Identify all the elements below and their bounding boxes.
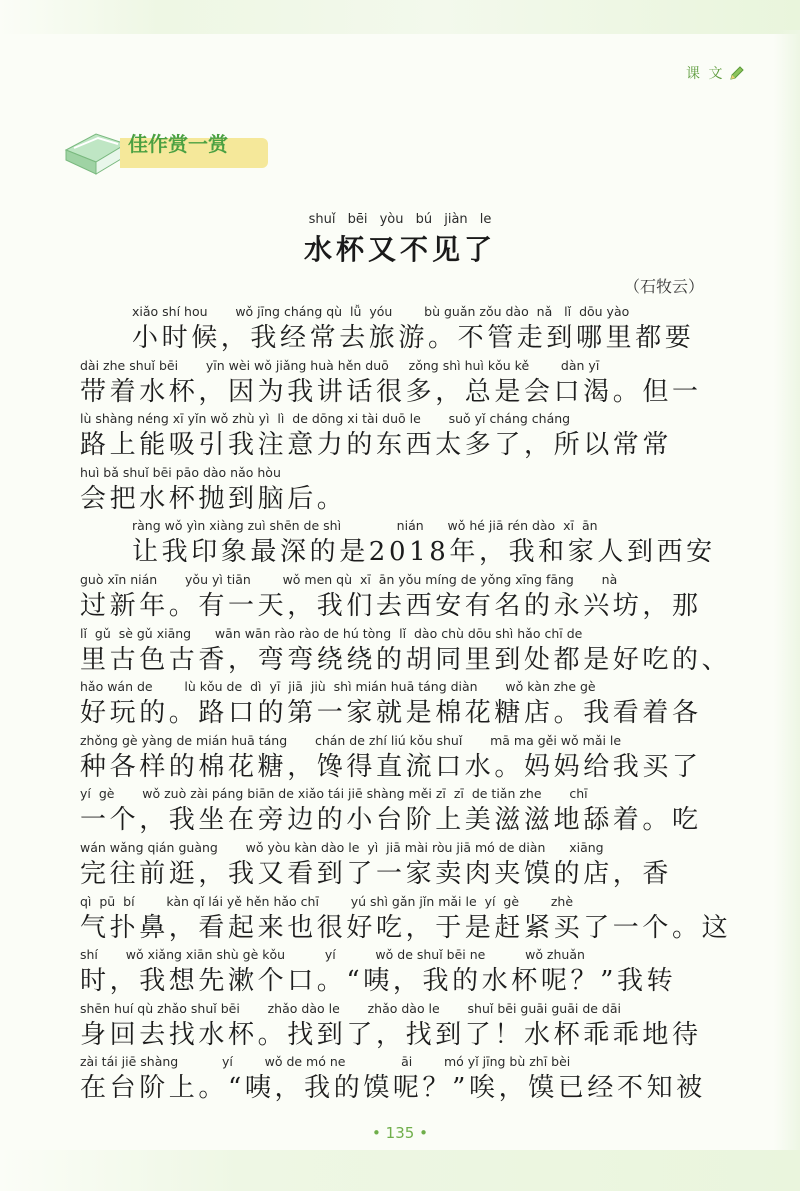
hanzi-line: 完往前逛，我又看到了一家卖肉夹馍的店，香: [80, 858, 673, 889]
page-dot-left: •: [372, 1124, 381, 1142]
hanzi-line: 种各样的棉花糖，馋得直流口水。妈妈给我买了: [80, 751, 702, 782]
pinyin-line: zhǒng gè yàng de mián huā táng chán de zhí liú kǒu shuǐ mā ma gěi wǒ mǎi le: [80, 732, 622, 748]
text-line: [80, 892, 732, 946]
hanzi-line: 让我印象最深的是2018年，我和家人到西安: [132, 537, 716, 568]
text-line: [80, 409, 706, 463]
pinyin-line: wán wǎng qián guàng wǒ yòu kàn dào le yì jiā mài ròu jiā mó de diàn xiāng: [80, 839, 604, 855]
pinyin-line: lǐ gǔ sè gǔ xiāng wān wān rào rào de hú tòng lǐ dào chù dōu shì hǎo chī de: [80, 625, 583, 641]
hanzi-line: 身回去找水杯。找到了，找到了！水杯乖乖地待: [80, 1019, 702, 1050]
pinyin-line: zài tái jiē shàng yí wǒ de mó ne āi mó yǐ jīng bù zhī bèi: [80, 1054, 571, 1070]
page-number-value: 135: [385, 1124, 415, 1142]
hanzi-line: 路上能吸引我注意力的东西太多了，所以常常: [80, 430, 673, 461]
text-line: [80, 1052, 706, 1106]
pinyin-line: ràng wǒ yìn xiàng zuì shēn de shì nián wǒ hé jiā rén dào xī ān: [132, 518, 598, 534]
hanzi-line: 会把水杯抛到脑后。: [80, 483, 347, 514]
author: （石牧云）: [623, 277, 704, 296]
page-dot-right: •: [419, 1124, 428, 1142]
text-line: [80, 999, 706, 1053]
pinyin-line: hǎo wán de lù kǒu de dì yī jiā jiù shì mián huā táng diàn wǒ kàn zhe gè: [80, 679, 596, 695]
hanzi-line: 带着水杯，因为我讲话很多，总是会口渴。但一: [80, 376, 702, 407]
top-decor-band: [0, 0, 800, 34]
hanzi-line: 在台阶上。“咦，我的馍呢？”唉，馍已经不知被: [80, 1073, 706, 1104]
text-line: [80, 516, 716, 570]
pinyin-line: huì bǎ shuǐ bēi pāo dào nǎo hòu: [80, 464, 281, 480]
text-line: [80, 784, 706, 838]
text-line: [80, 677, 706, 731]
pinyin-line: dài zhe shuǐ bēi yīn wèi wǒ jiǎng huà hěn duō zǒng shì huì kǒu kě dàn yī: [80, 357, 600, 373]
title-pinyin: shuǐ bēi yòu bú jiàn le: [308, 212, 492, 227]
pinyin-line: yí gè wǒ zuò zài páng biān de xiǎo tái jiē shàng měi zī zī de tiǎn zhe chī: [80, 786, 588, 802]
section-tag: [686, 60, 746, 86]
text-line: [80, 302, 706, 356]
hanzi-line: 气扑鼻，看起来也很好吃，于是赶紧买了一个。这: [80, 912, 732, 943]
pinyin-line: qì pū bí kàn qǐ lái yě hěn hǎo chī yú shì gǎn jǐn mǎi le yí gè zhè: [80, 893, 574, 909]
text-line: [80, 624, 732, 678]
text-line: [80, 570, 706, 624]
article-body: [80, 302, 732, 1106]
pinyin-line: xiǎo shí hou wǒ jīng cháng qù lǚ yóu bù guǎn zǒu dào nǎ lǐ dōu yào: [132, 304, 630, 319]
pinyin-line: guò xīn nián yǒu yì tiān wǒ men qù xī ān yǒu míng de yǒng xīng fāng nà: [80, 571, 618, 587]
pinyin-line: lù shàng néng xī yǐn wǒ zhù yì lì de dōng xi tài duō le suǒ yǐ cháng cháng: [80, 411, 571, 427]
page-number: [0, 1124, 800, 1142]
section-label: 课 文: [686, 66, 725, 82]
pinyin-line: shēn huí qù zhǎo shuǐ bēi zhǎo dào le zhǎo dào le shuǐ bēi guāi guāi de dāi: [80, 1000, 622, 1016]
pinyin-line: shí wǒ xiǎng xiān shù gè kǒu yí wǒ de shuǐ bēi ne wǒ zhuǎn: [80, 947, 585, 963]
text-line: [80, 463, 706, 517]
hanzi-line: 好玩的。路口的第一家就是棉花糖店。我看着各: [80, 698, 702, 729]
bottom-decor-band: [0, 1150, 800, 1191]
text-line: [80, 945, 706, 999]
text-line: [80, 731, 706, 785]
hanzi-line: 小时候，我经常去旅游。不管走到哪里都要: [132, 323, 695, 353]
hanzi-line: 一个，我坐在旁边的小台阶上美滋滋地舔着。吃: [80, 805, 702, 836]
pencil-icon: [728, 64, 746, 82]
right-edge-decor: [774, 30, 800, 1160]
hanzi-line: 里古色古香，弯弯绕绕的胡同里到处都是好吃的、: [80, 644, 732, 675]
section-banner: [62, 120, 272, 180]
text-line: [80, 356, 706, 410]
hanzi-line: 时，我想先漱个口。“咦，我的水杯呢？”我转: [80, 966, 677, 997]
banner-label: 佳作赏一赏: [128, 132, 228, 156]
page-title: 水杯又不见了: [303, 233, 496, 266]
text-line: [80, 838, 706, 892]
hanzi-line: 过新年。有一天，我们去西安有名的永兴坊，那: [80, 590, 702, 621]
